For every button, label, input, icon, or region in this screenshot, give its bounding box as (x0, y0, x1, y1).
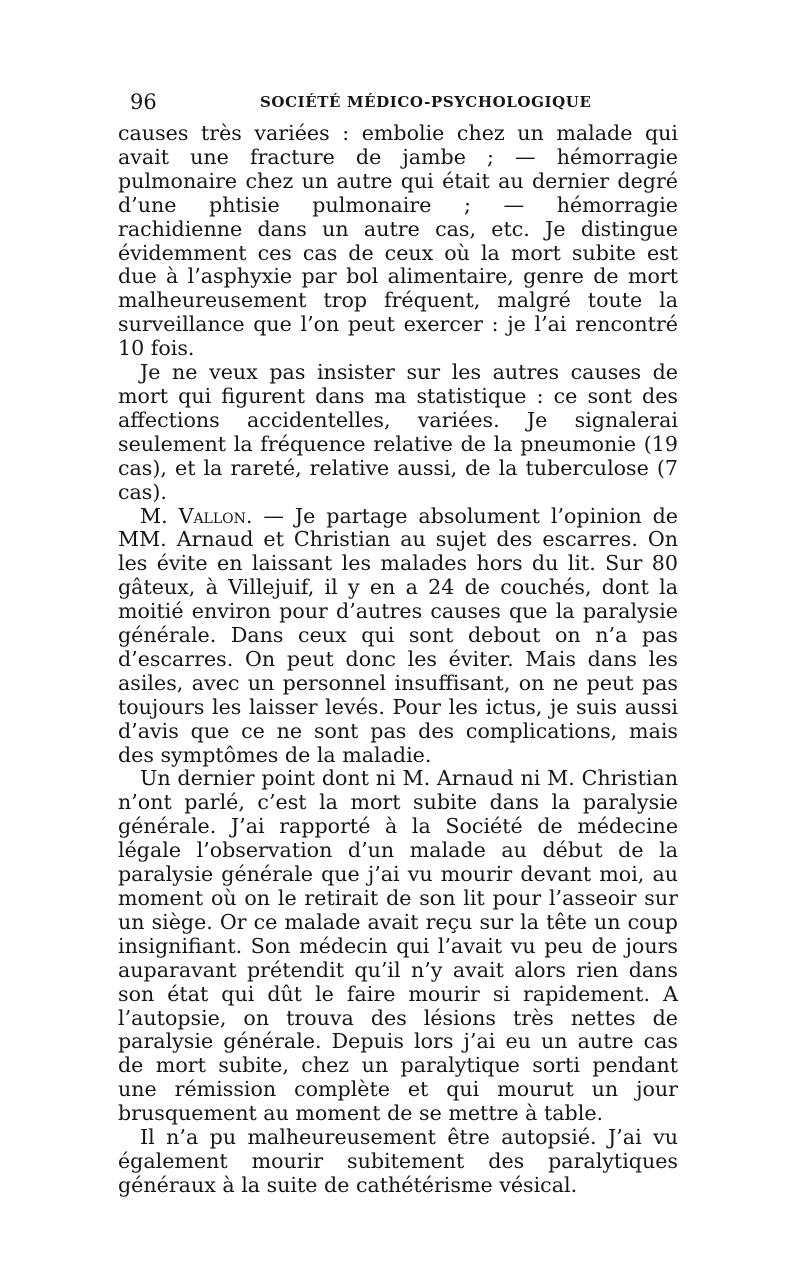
book-page (118, 90, 678, 1198)
paragraph-continuation (118, 122, 678, 361)
paragraph-autopsy (118, 1126, 678, 1198)
paragraph-text: Il n’a pu malheureusement être autopsié. J’ai vu également mourir subitement des paralytiques généraux à la suite de cathétérisme vésical. (118, 1125, 678, 1197)
paragraph-text: causes très variées : embolie chez un malade qui avait une fracture de jambe ; — hémorragie pulmonaire chez un autre qui était au dernier degré d’une phtisie pulmonaire ; — hémorragie rachidienne dans un autre cas, etc. Je distingue évidemment ces cas de ceux où la mort subite est due à l’asphyxie par bol alimentaire, genre de mort malheureusement trop fréquent, malgré toute la surveillance que l’on peut exercer : je l’ai rencontré 10 fois. (118, 121, 678, 361)
running-title: SOCIÉTÉ MÉDICO-PSYCHOLOGIQUE (260, 93, 592, 111)
speaker-name: Vallon (178, 503, 246, 528)
paragraph-text: Je ne veux pas insister sur les autres causes de mort qui figurent dans ma statistique : ce sont des affections accidentelles, variées. Je signalerai seulement la fréquence relative de la pneumonie (19 cas), et la rareté, relative aussi, de la tuberculose (7 cas). (118, 360, 678, 504)
paragraph-text: . — Je partage absolument l’opinion de MM. Arnaud et Christian au sujet des escarres. On les évite en laissant les malades hors du lit. Sur 80 gâteux, à Villejuif, il y en a 24 de couchés, dont la moitié environ pour d’autres causes que la paralysie générale. Dans ceux qui sont debout on n’a pas d’escarres. On peut donc les éviter. Mais dans les asiles, avec un personnel insuffisant, on ne peut pas toujours les laisser levés. Pour les ictus, je suis aussi d’avis que ce ne sont pas des complications, mais des symptômes de la maladie. (118, 503, 678, 767)
body-text (118, 122, 678, 1198)
paragraph-sudden-death (118, 767, 678, 1126)
paragraph-statistics (118, 361, 678, 504)
speaker-prefix: M. (140, 503, 179, 528)
paragraph-vallon (118, 505, 678, 768)
running-head (118, 90, 678, 122)
paragraph-text: Un dernier point dont ni M. Arnaud ni M. Christian n’ont parlé, c’est la mort subite dans la paralysie générale. J’ai rapporté à la Société de médecine légale l’observation d’un malade au début de la paralysie générale que j’ai vu mourir devant moi, au moment où on le retirait de son lit pour l’asseoir sur un siège. Or ce malade avait reçu sur la tête un coup insignifiant. Son médecin qui l’avait vu peu de jours auparavant prétendit qu’il n’y avait alors rien dans son état qui dût le faire mourir si rapidement. A l’autopsie, on trouva des lésions très nettes de paralysie générale. Depuis lors j’ai eu un autre cas de mort subite, chez un paralytique sorti pendant une rémission complète et qui mourut un jour brusquement au moment de se mettre à table. (118, 766, 678, 1126)
page-number: 96 (130, 90, 157, 114)
